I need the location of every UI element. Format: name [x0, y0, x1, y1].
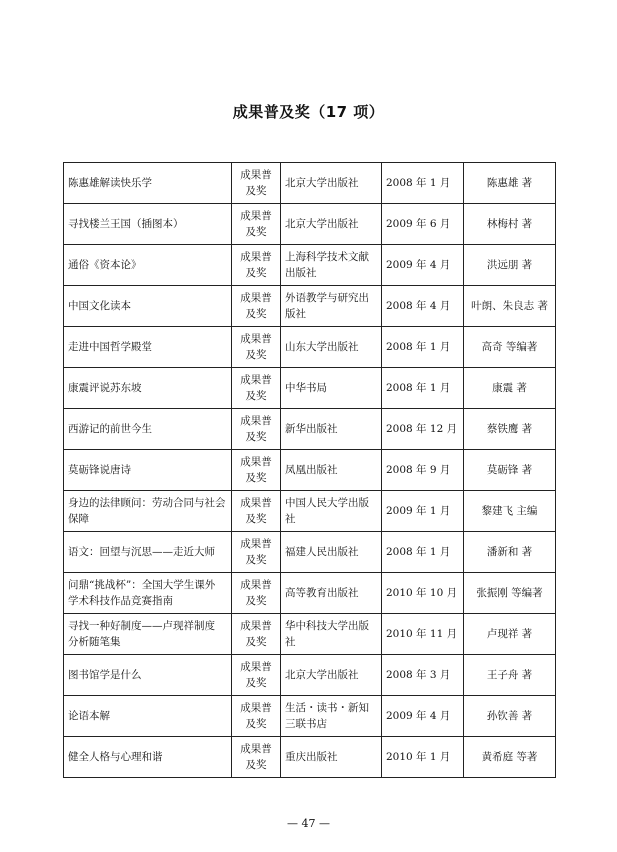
award-category-cell: 成果普 及奖: [232, 450, 281, 491]
book-title-cell: 论语本解: [64, 696, 232, 737]
author-cell: 卢现祥 著: [464, 614, 556, 655]
book-title-cell: 西游记的前世今生: [64, 409, 232, 450]
publish-date-cell: 2008 年 3 月: [382, 655, 464, 696]
table-row: [64, 286, 556, 327]
award-category-cell: 成果普 及奖: [232, 368, 281, 409]
table-row: [64, 655, 556, 696]
publisher-cell: 中华书局: [281, 368, 382, 409]
author-cell: 林梅村 著: [464, 204, 556, 245]
author-cell: 高奇 等编著: [464, 327, 556, 368]
author-cell: 蔡铁鹰 著: [464, 409, 556, 450]
author-cell: 张振刚 等编著: [464, 573, 556, 614]
publish-date-cell: 2008 年 1 月: [382, 327, 464, 368]
book-title-cell: 通俗《资本论》: [64, 245, 232, 286]
author-cell: 陈惠雄 著: [464, 163, 556, 204]
award-category-cell: 成果普 及奖: [232, 655, 281, 696]
award-category-cell: 成果普 及奖: [232, 245, 281, 286]
publish-date-cell: 2008 年 1 月: [382, 532, 464, 573]
book-title-cell: 中国文化读本: [64, 286, 232, 327]
publish-date-cell: 2008 年 1 月: [382, 163, 464, 204]
award-category-cell: 成果普 及奖: [232, 614, 281, 655]
publish-date-cell: 2010 年 10 月: [382, 573, 464, 614]
book-title-cell: 寻找一种好制度——卢现祥制度 分析随笔集: [64, 614, 232, 655]
publish-date-cell: 2010 年 11 月: [382, 614, 464, 655]
publish-date-cell: 2009 年 4 月: [382, 696, 464, 737]
publish-date-cell: 2008 年 1 月: [382, 368, 464, 409]
table-row: [64, 532, 556, 573]
publisher-cell: 凤凰出版社: [281, 450, 382, 491]
publish-date-cell: 2008 年 4 月: [382, 286, 464, 327]
award-category-cell: 成果普 及奖: [232, 286, 281, 327]
table-row: [64, 163, 556, 204]
publisher-cell: 高等教育出版社: [281, 573, 382, 614]
publisher-cell: 重庆出版社: [281, 737, 382, 778]
author-cell: 莫砺锋 著: [464, 450, 556, 491]
table-row: [64, 491, 556, 532]
publisher-cell: 北京大学出版社: [281, 655, 382, 696]
author-cell: 洪远朋 著: [464, 245, 556, 286]
publish-date-cell: 2010 年 1 月: [382, 737, 464, 778]
page-number: — 47 —: [287, 817, 330, 830]
publish-date-cell: 2008 年 12 月: [382, 409, 464, 450]
publisher-cell: 中国人民大学出版社: [281, 491, 382, 532]
book-title-cell: 康震评说苏东坡: [64, 368, 232, 409]
table-row: [64, 696, 556, 737]
author-cell: 黄希庭 等著: [464, 737, 556, 778]
author-cell: 王子舟 著: [464, 655, 556, 696]
book-title-cell: 走进中国哲学殿堂: [64, 327, 232, 368]
book-title-cell: 语文：回望与沉思——走近大师: [64, 532, 232, 573]
book-title-cell: 图书馆学是什么: [64, 655, 232, 696]
publisher-cell: 外语教学与研究出 版社: [281, 286, 382, 327]
book-title-cell: 身边的法律顾问：劳动合同与社会 保障: [64, 491, 232, 532]
table-row: [64, 368, 556, 409]
author-cell: 康震 著: [464, 368, 556, 409]
publisher-cell: 上海科学技术文献 出版社: [281, 245, 382, 286]
book-title-cell: 寻找楼兰王国（插图本）: [64, 204, 232, 245]
publish-date-cell: 2008 年 9 月: [382, 450, 464, 491]
award-category-cell: 成果普 及奖: [232, 532, 281, 573]
table-row: [64, 245, 556, 286]
table-row: [64, 614, 556, 655]
award-category-cell: 成果普 及奖: [232, 327, 281, 368]
book-title-cell: 健全人格与心理和谐: [64, 737, 232, 778]
publisher-cell: 生活・读书・新知 三联书店: [281, 696, 382, 737]
publish-date-cell: 2009 年 1 月: [382, 491, 464, 532]
table-row: [64, 204, 556, 245]
table-row: [64, 737, 556, 778]
table-row: [64, 327, 556, 368]
publisher-cell: 福建人民出版社: [281, 532, 382, 573]
award-category-cell: 成果普 及奖: [232, 491, 281, 532]
publisher-cell: 山东大学出版社: [281, 327, 382, 368]
award-category-cell: 成果普 及奖: [232, 737, 281, 778]
author-cell: 黎建飞 主编: [464, 491, 556, 532]
award-category-cell: 成果普 及奖: [232, 163, 281, 204]
author-cell: 潘新和 著: [464, 532, 556, 573]
author-cell: 孙钦善 著: [464, 696, 556, 737]
publish-date-cell: 2009 年 4 月: [382, 245, 464, 286]
publisher-cell: 华中科技大学出版社: [281, 614, 382, 655]
publisher-cell: 北京大学出版社: [281, 204, 382, 245]
author-cell: 叶朗、朱良志 著: [464, 286, 556, 327]
awards-table-body: [64, 163, 556, 778]
table-row: [64, 573, 556, 614]
book-title-cell: 陈惠雄解读快乐学: [64, 163, 232, 204]
publisher-cell: 北京大学出版社: [281, 163, 382, 204]
table-row: [64, 409, 556, 450]
publish-date-cell: 2009 年 6 月: [382, 204, 464, 245]
award-category-cell: 成果普 及奖: [232, 204, 281, 245]
book-title-cell: 莫砺锋说唐诗: [64, 450, 232, 491]
awards-table: [63, 162, 556, 778]
table-row: [64, 450, 556, 491]
award-category-cell: 成果普 及奖: [232, 696, 281, 737]
page-title: 成果普及奖（17 项）: [232, 103, 385, 121]
award-category-cell: 成果普 及奖: [232, 409, 281, 450]
book-title-cell: 问鼎“挑战杯”：全国大学生课外 学术科技作品竞赛指南: [64, 573, 232, 614]
award-category-cell: 成果普 及奖: [232, 573, 281, 614]
publisher-cell: 新华出版社: [281, 409, 382, 450]
